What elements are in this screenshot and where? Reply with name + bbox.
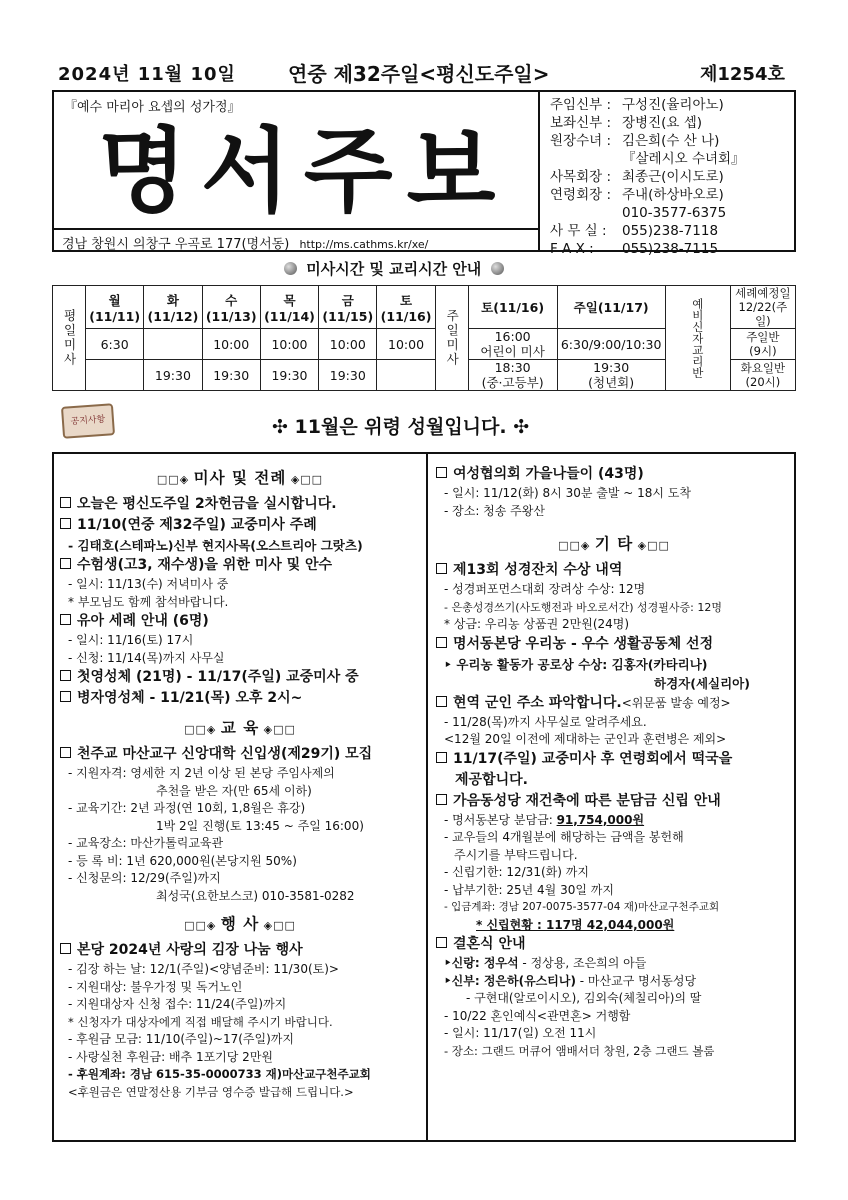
notice-detail: * 신립현황 : 117명 42,044,000원 [476,917,675,932]
notice-detail: - 일시: 11/17(일) 오전 11시 [444,1026,597,1040]
staff-row: 보좌신부 : 장병진(요 셉) [550,115,703,131]
notice-detail: * 신청자가 대상자에게 직접 배달해 주시기 바랍니다. [68,1014,333,1029]
staff-row: 『살레시오 수녀회』 [622,151,745,167]
issue-number: 제1254호 [700,64,785,85]
checkbox-icon [60,518,71,529]
notice-detail: - 일시: 11/13(수) 저녁미사 중 [68,577,229,591]
notice-detail: * 부모님도 함께 참석바랍니다. [68,594,229,609]
notice-item: 명서동본당 우리농 - 우수 생활공동체 선정 [436,634,792,655]
checkbox-icon [436,752,447,763]
day-header: 화(11/12) [144,286,202,329]
checkbox-icon [60,670,71,681]
notice-item: 유아 세례 안내 (6명) [60,611,420,632]
table-row: 6:30 10:00 10:00 10:00 10:00 16:00 어린이 미사 6:30/9:00/10:30 주일반 (9시) [53,329,796,360]
staff-row: 원장수녀 : 김은희(수 산 나) [550,133,720,149]
notice-detail: - 사랑실천 후원금: 배추 1포기당 2만원 [68,1049,274,1064]
notice-detail: <12월 20일 이전에 제대하는 군인과 훈련병은 제외> [444,732,727,746]
checkbox-icon [60,691,71,702]
day-header: 토(11/16) [468,286,557,329]
notice-detail: ‣ 우리농 활동가 공로상 수상: 김홍자(카타리나) [444,656,708,672]
notice-item: 여성협의회 가을나들이 (43명) [436,464,792,485]
staff-row: 010-3577-6375 [622,205,727,221]
checkbox-icon [60,943,71,954]
notice-detail: - 지원대상: 불우가정 및 독거노인 [68,979,243,994]
motto: 『예수 마리아 요셉의 성가정』 [64,100,241,115]
checkbox-icon [436,794,447,805]
notice-detail: * 상금: 우리농 상품권 2만원(24명) [444,617,630,631]
parish-url-link[interactable]: http://ms.cathms.kr/xe/ [299,238,429,251]
left-column [60,464,420,1101]
checkbox-icon [60,614,71,625]
column-divider [426,454,428,1140]
day-header: 월(11/11) [86,286,144,329]
section-heading-education: □□◈ 교 육 ◈□□ [184,719,296,737]
notice-item: 첫영성체 (21명) - 11/17(주일) 교중미사 중 [60,667,420,688]
notice-detail: 주시기를 부탁드립니다. [454,847,578,862]
staff-row: F A X : 055)238-7115 [550,241,719,257]
checkbox-icon [436,696,447,707]
notice-detail: - 신청: 11/14(목)까지 사무실 [68,650,225,665]
weekday-mass-label: 평일미사 [53,286,86,391]
notice-detail: - 은총성경쓰기(사도행전과 바오로서간) 성경필사증: 12명 [444,600,723,614]
class-cell: 화요일반 (20시) [730,360,795,391]
notice-detail: 하경자(세실리아) [654,675,750,691]
notice-detail: - 구현대(알로이시오), 김외숙(체칠리아)의 딸 [466,991,702,1005]
notice-detail: - 납부기한: 25년 4월 30일 까지 [444,882,614,897]
masthead [52,90,796,257]
notice-detail: - 11/28(목)까지 사무실로 알려주세요. [444,714,647,729]
notice-detail: - 등 록 비: 1년 620,000원(본당지원 50%) [68,853,297,868]
notice-item: 결혼식 안내 [436,934,792,955]
liturgical-sunday: 연중 제32주일<평신도주일> [288,62,550,86]
notice-item: 본당 2024년 사랑의 김장 나눔 행사 [60,940,420,961]
staff-row: 사 무 실 : 055)238-7118 [550,223,719,239]
notice-detail: - 10/22 혼인예식<관면혼> 거행함 [444,1008,631,1023]
baptism-date-cell: 세례예정일 12/22(주일) [730,286,795,329]
bulletin-title: 명서주보 [98,117,510,225]
notice-item: 11/10(연중 제32주일) 교중미사 주례 [60,515,420,536]
day-header: 토(11/16) [377,286,435,329]
notice-item-cont: 제공합니다. [455,771,528,788]
notice-item: 천주교 마산교구 신앙대학 신입생(제29기) 모집 [60,744,420,765]
bulletin-date: 2024년 11월 10일 [58,64,236,85]
notice-detail: - 장소: 청송 주왕산 [444,503,545,518]
notice-detail: - 일시: 11/12(화) 8시 30분 출발 ~ 18시 도착 [444,486,691,500]
bullet-dot-icon [491,262,504,275]
day-header: 금(11/15) [319,286,377,329]
notice-item: 가음동성당 재건축에 따른 분담금 신립 안내 [436,791,792,812]
notice-detail: 추천을 받은 자(만 65세 이하) [156,783,312,798]
section-heading-events: □□◈ 행 사 ◈□□ [184,915,296,933]
day-header: 수(11/13) [202,286,260,329]
class-cell: 주일반 (9시) [730,329,795,360]
staff-list [550,96,794,258]
notice-detail: - 성경퍼포먼스대회 장려상 수상: 12명 [444,582,646,596]
notice-detail: - 후원계좌: 경남 615-35-0000733 재)마산교구천주교회 [68,1067,371,1081]
day-header: 목(11/14) [260,286,318,329]
sunday-mass-label: 주일미사 [435,286,468,391]
notice-detail: <후원금은 연말정산용 기부금 영수증 발급해 드립니다.> [68,1084,354,1099]
checkbox-icon [436,637,447,648]
notice-detail: 1박 2일 진행(토 13:45 ~ 주일 16:00) [156,818,364,833]
section-heading-etc: □□◈ 기 타 ◈□□ [558,535,670,553]
notice-item: 현역 군인 주소 파악합니다.<위문품 발송 예정> [436,693,792,714]
notice-detail: 최성국(요한보스코) 010-3581-0282 [156,888,355,903]
notice-detail: - 후원금 모금: 11/10(주일)~17(주일)까지 [68,1032,294,1046]
sat-mass-cell: 16:00 어린이 미사 [468,329,557,360]
day-header: 주일(11/17) [557,286,665,329]
section-heading-mass: □□◈ 미사 및 전례 ◈□□ [156,469,324,487]
sat-mass-cell: 18:30 (중·고등부) [468,360,557,391]
notice-detail: ‣신부: 정은하(유스티나) - 마산교구 명서동성당 [444,973,697,988]
announcements-box [52,452,796,1142]
mass-schedule-table [52,285,796,391]
notice-detail: - 신청문의: 12/29(주일)까지 [68,871,221,885]
notice-item: 병자영성체 - 11/21(목) 오후 2시~ [60,688,420,709]
notice-item: 11/17(주일) 교중미사 후 연령회에서 떡국을 [436,749,792,770]
notice-detail: - 교육기간: 2년 과정(연 10회, 1,8월은 휴강) [68,801,306,815]
notice-detail: ‣신랑: 정우석 - 정상용, 조은희의 아들 [444,956,647,970]
bullet-dot-icon [284,262,297,275]
staff-row: 사목회장 : 최종근(이시도로) [550,169,724,185]
checkbox-icon [436,563,447,574]
schedule-title: 미사시간 및 교리시간 안내 [280,258,508,279]
notice-detail: - 명서동본당 분담금: 91,754,000원 [444,812,645,827]
parish-address: 경남 창원시 의창구 우곡로 177(명서동) [62,237,290,252]
notice-detail: - 지원대상자 신청 접수: 11/24(주일)까지 [68,997,287,1011]
notice-item: 오늘은 평신도주일 2차헌금을 실시합니다. [60,494,420,515]
notice-detail: - 입금계좌: 경남 207-0075-3577-04 재)마산교구천주교회 [444,901,720,913]
sun-mass-cell: 6:30/9:00/10:30 [557,329,665,360]
notice-detail: - 교육장소: 마산가톨릭교육관 [68,836,224,850]
notice-detail: - 지원자격: 영세한 지 2년 이상 된 본당 주임사제의 [68,766,335,780]
table-row: 19:30 19:30 19:30 19:30 18:30 (중·고등부) 19:30 (청년회) 화요일반 (20시) [53,360,796,391]
notice-detail: - 김장 하는 날: 12/1(주일)<양념준비: 11/30(토)> [68,962,339,976]
notice-headline: ✣ 11월은 위령 성월입니다. ✣ [272,416,530,438]
checkbox-icon [436,937,447,948]
checkbox-icon [60,747,71,758]
notice-detail: - 김태호(스테파노)신부 현지사목(오스트리아 그랏츠) [68,538,363,553]
notice-detail: - 교우들의 4개월분에 해당하는 금액을 봉헌해 [444,830,684,844]
catechism-label: 예비신자교리반 [665,286,730,391]
notice-item: 수험생(고3, 재수생)을 위한 미사 및 안수 [60,555,420,576]
staff-row: 연령회장 : 주내(하상바오로) [550,187,724,203]
checkbox-icon [436,467,447,478]
notice-tag: 공지사항 [61,403,115,439]
notice-detail: - 신립기한: 12/31(화) 까지 [444,865,589,879]
sun-mass-cell: 19:30 (청년회) [557,360,665,391]
notice-item: 제13회 성경잔치 수상 내역 [436,560,792,581]
address-bar [54,228,538,250]
masthead-title-panel [54,92,540,250]
table-row [53,286,796,329]
right-column [436,464,792,1060]
notice-detail: - 장소: 그랜드 머큐어 앰배서더 창원, 2층 그랜드 볼룸 [444,1043,715,1058]
checkbox-icon [60,497,71,508]
staff-row: 주임신부 : 구성진(율리아노) [550,97,724,113]
notice-detail: - 일시: 11/16(토) 17시 [68,633,194,647]
checkbox-icon [60,558,71,569]
